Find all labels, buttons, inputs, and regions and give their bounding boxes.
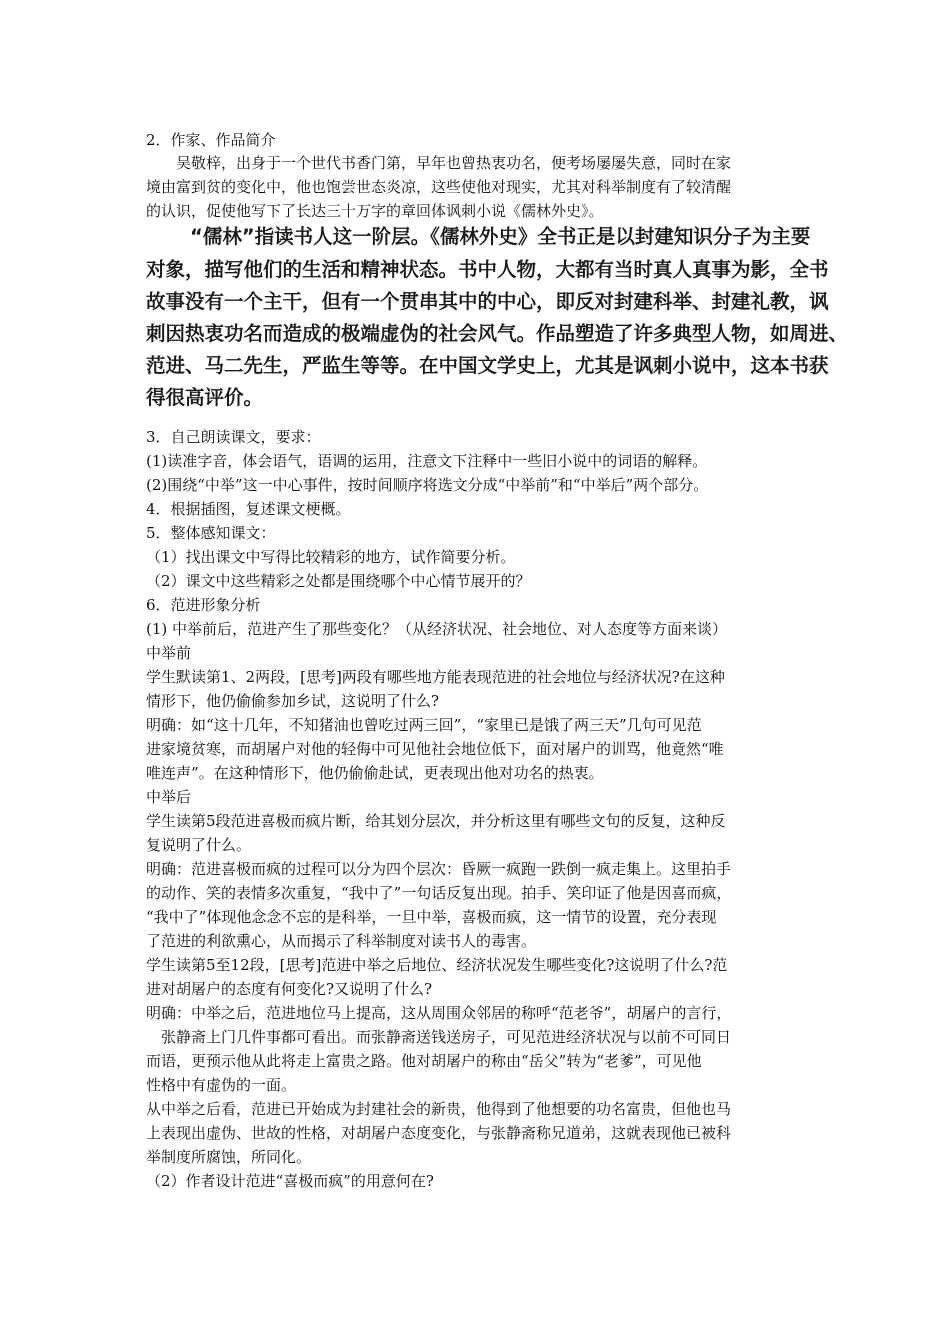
text-line: 的动作、笑的表情多次重复，“我中了”一句话反复出现。拍手、笑印证了他是因喜而疯， [146, 884, 732, 902]
text-line: 唯连声”。在这种情形下，他仍偷偷赴试，更表现出他对功名的热衷。 [146, 764, 604, 782]
text-line: 从中举之后看，范进已开始成为封建社会的新贵，他得到了他想要的功名富贵，但他也马 [146, 1100, 732, 1118]
intro-line: 吴敬梓，出身于一个世代书香门第，早年也曾热衷功名，便考场屡屡失意，同时在家 [146, 154, 732, 172]
text-line: 学生读第5至12段，[思考]范进中举之后地位、经济状况发生哪些变化?这说明了什么?范 [146, 956, 728, 974]
bold-paragraph-line: 故事没有一个主干，但有一个贯串其中的中心，即反对封建科举、封建礼教，讽 [146, 290, 829, 313]
text-line: (2)围绕“中举”这一中心事件，按时间顺序将选文分成“中举前”和“中举后”两个部分。 [146, 476, 709, 494]
text-line: 进家境贫寒，而胡屠户对他的轻侮中可见他社会地位低下，面对屠户的训骂，他竟然“唯 [146, 740, 724, 758]
text-line: 5．整体感知课文： [146, 524, 276, 542]
text-line: 复说明了什么。 [146, 836, 252, 854]
section-heading: 2．作家、作品简介 [146, 131, 276, 149]
text-line: 明确：如“这十几年，不知猪油也曾吃过两三回”，“家里已是饿了两三天”几句可见范 [146, 716, 702, 734]
text-line: 4．根据插图，复述课文梗概。 [146, 500, 351, 518]
text-line: 而语，更预示他从此将走上富贵之路。他对胡屠户的称由“岳父”转为“老爹”，可见他 [146, 1052, 702, 1070]
text-line: 明确：中举之后，范进地位马上提高，这从周围众邻居的称呼“范老爷”，胡屠户的言行， [146, 1004, 732, 1022]
bold-paragraph-line: “儒林”指读书人这一阶层。《儒林外史》全书正是以封建知识分子为主要 [190, 225, 811, 248]
intro-line: 的认识，促使他写下了长达三十万字的章回体讽刺小说《儒林外史》。 [146, 202, 604, 220]
text-line: (1) 中举前后，范进产生了那些变化？（从经济状况、社会地位、对人态度等方面来谈） [146, 620, 728, 638]
text-line: 学生读第5段范进喜极而疯片断，给其划分层次，并分析这里有哪些文句的反复，这种反 [146, 812, 726, 830]
text-line: 了范进的利欲熏心，从而揭示了科举制度对读书人的毒害。 [146, 932, 537, 950]
text-line: 性格中有虚伪的一面。 [146, 1076, 297, 1094]
bold-paragraph-line: 得很高评价。 [146, 386, 264, 409]
text-line: （2）课文中这些精彩之处都是围绕哪个中心情节展开的？ [146, 572, 531, 590]
text-line: 进对胡屠户的态度有何变化?又说明了什么? [146, 980, 433, 998]
text-line: （2）作者设计范进“喜极而疯”的用意何在? [146, 1172, 434, 1190]
bold-paragraph-line: 范进、马二先生，严监生等等。在中国文学史上，尤其是讽刺小说中，这本书获 [146, 354, 829, 377]
text-line: 举制度所腐蚀，所同化。 [146, 1148, 312, 1166]
text-line: 情形下，他仍偷偷参加乡试，这说明了什么? [146, 692, 440, 710]
subheading: 中举前 [146, 644, 192, 662]
bold-paragraph-line: 对象，描写他们的生活和精神状态。书中人物，大都有当时真人真事为影，全书 [146, 258, 829, 281]
text-line: 上表现出虚伪、世故的性格，对胡屠户态度变化，与张静斋称兄道弟，这就表现他已被科 [146, 1124, 732, 1142]
text-line: 6．范进形象分析 [146, 596, 261, 614]
text-line: 张静斋上门几件事都可看出。而张静斋送钱送房子，可见范进经济状况与以前不可同日 [146, 1028, 732, 1046]
text-line: 明确：范进喜极而疯的过程可以分为四个层次：昏厥一疯跑一跌倒一疯走集上。这里拍手 [146, 860, 732, 878]
subheading: 中举后 [146, 788, 192, 806]
text-line: 学生默读第1、2两段，[思考]两段有哪些地方能表现范进的社会地位与经济状况?在这种 [146, 668, 725, 686]
text-line: （1）找出课文中写得比较精彩的地方，试作简要分析。 [146, 548, 516, 566]
text-line: 3．自己朗读课文，要求： [146, 428, 321, 446]
text-line: “我中了”体现他念念不忘的是科举，一旦中举，喜极而疯，这一情节的设置，充分表现 [146, 908, 717, 926]
text-line: (1)读准字音，体会语气，语调的运用，注意文下注释中一些旧小说中的词语的解释。 [146, 452, 708, 470]
intro-line: 境由富到贫的变化中，他也饱尝世态炎凉，这些使他对现实，尤其对科举制度有了较清醒 [146, 178, 732, 196]
bold-paragraph-line: 刺因热衷功名而造成的极端虚伪的社会风气。作品塑造了许多典型人物，如周进、 [146, 322, 849, 345]
